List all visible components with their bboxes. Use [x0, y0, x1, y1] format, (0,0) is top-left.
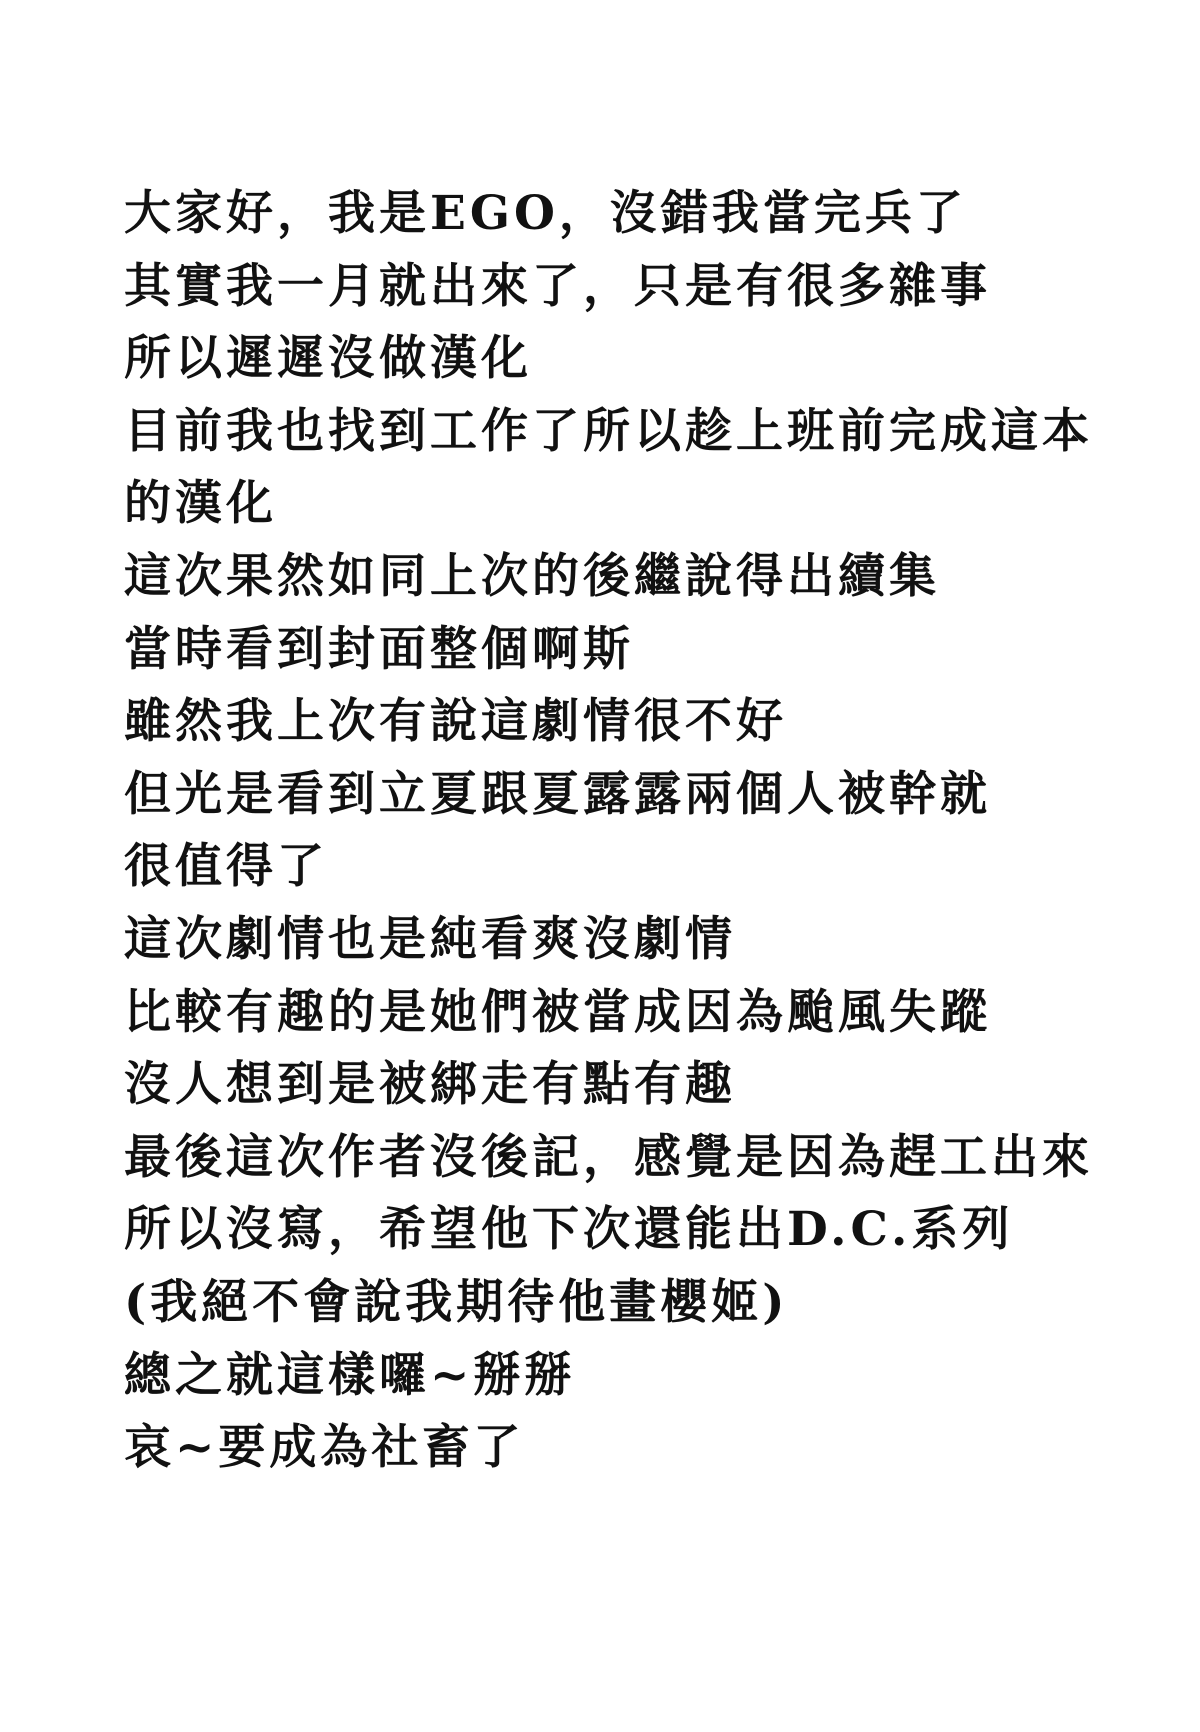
note-line: 這次劇情也是純看爽沒劇情 [124, 911, 736, 967]
note-line: (我絕不會說我期待他畫櫻姬) [124, 1274, 789, 1330]
note-line: 的漢化 [124, 476, 277, 532]
note-line: 哀~要成為社畜了 [124, 1420, 525, 1476]
note-line: 所以沒寫，希望他下次還能出D.C.系列 [124, 1202, 1014, 1258]
note-line: 雖然我上次有說這劇情很不好 [124, 694, 787, 750]
note-line: 但光是看到立夏跟夏露露兩個人被幹就 [124, 766, 991, 822]
note-line: 所以遲遲沒做漢化 [124, 331, 532, 387]
note-line: 沒人想到是被綁走有點有趣 [124, 1057, 736, 1113]
note-line: 很值得了 [124, 839, 328, 895]
note-line: 當時看到封面整個啊斯 [124, 621, 634, 677]
note-line: 比較有趣的是她們被當成因為颱風失蹤 [124, 984, 991, 1040]
note-line: 總之就這樣囉~掰掰 [124, 1347, 576, 1403]
note-line: 大家好，我是EGO，沒錯我當完兵了 [124, 186, 967, 241]
note-line: 最後這次作者沒後記，感覺是因為趕工出來 [124, 1129, 1093, 1185]
translator-note [124, 178, 1184, 1485]
note-line: 這次果然如同上次的後繼說得出續集 [124, 548, 940, 604]
note-line: 其實我一月就出來了，只是有很多雜事 [124, 258, 991, 314]
note-line: 目前我也找到工作了所以趁上班前完成這本 [124, 403, 1093, 459]
